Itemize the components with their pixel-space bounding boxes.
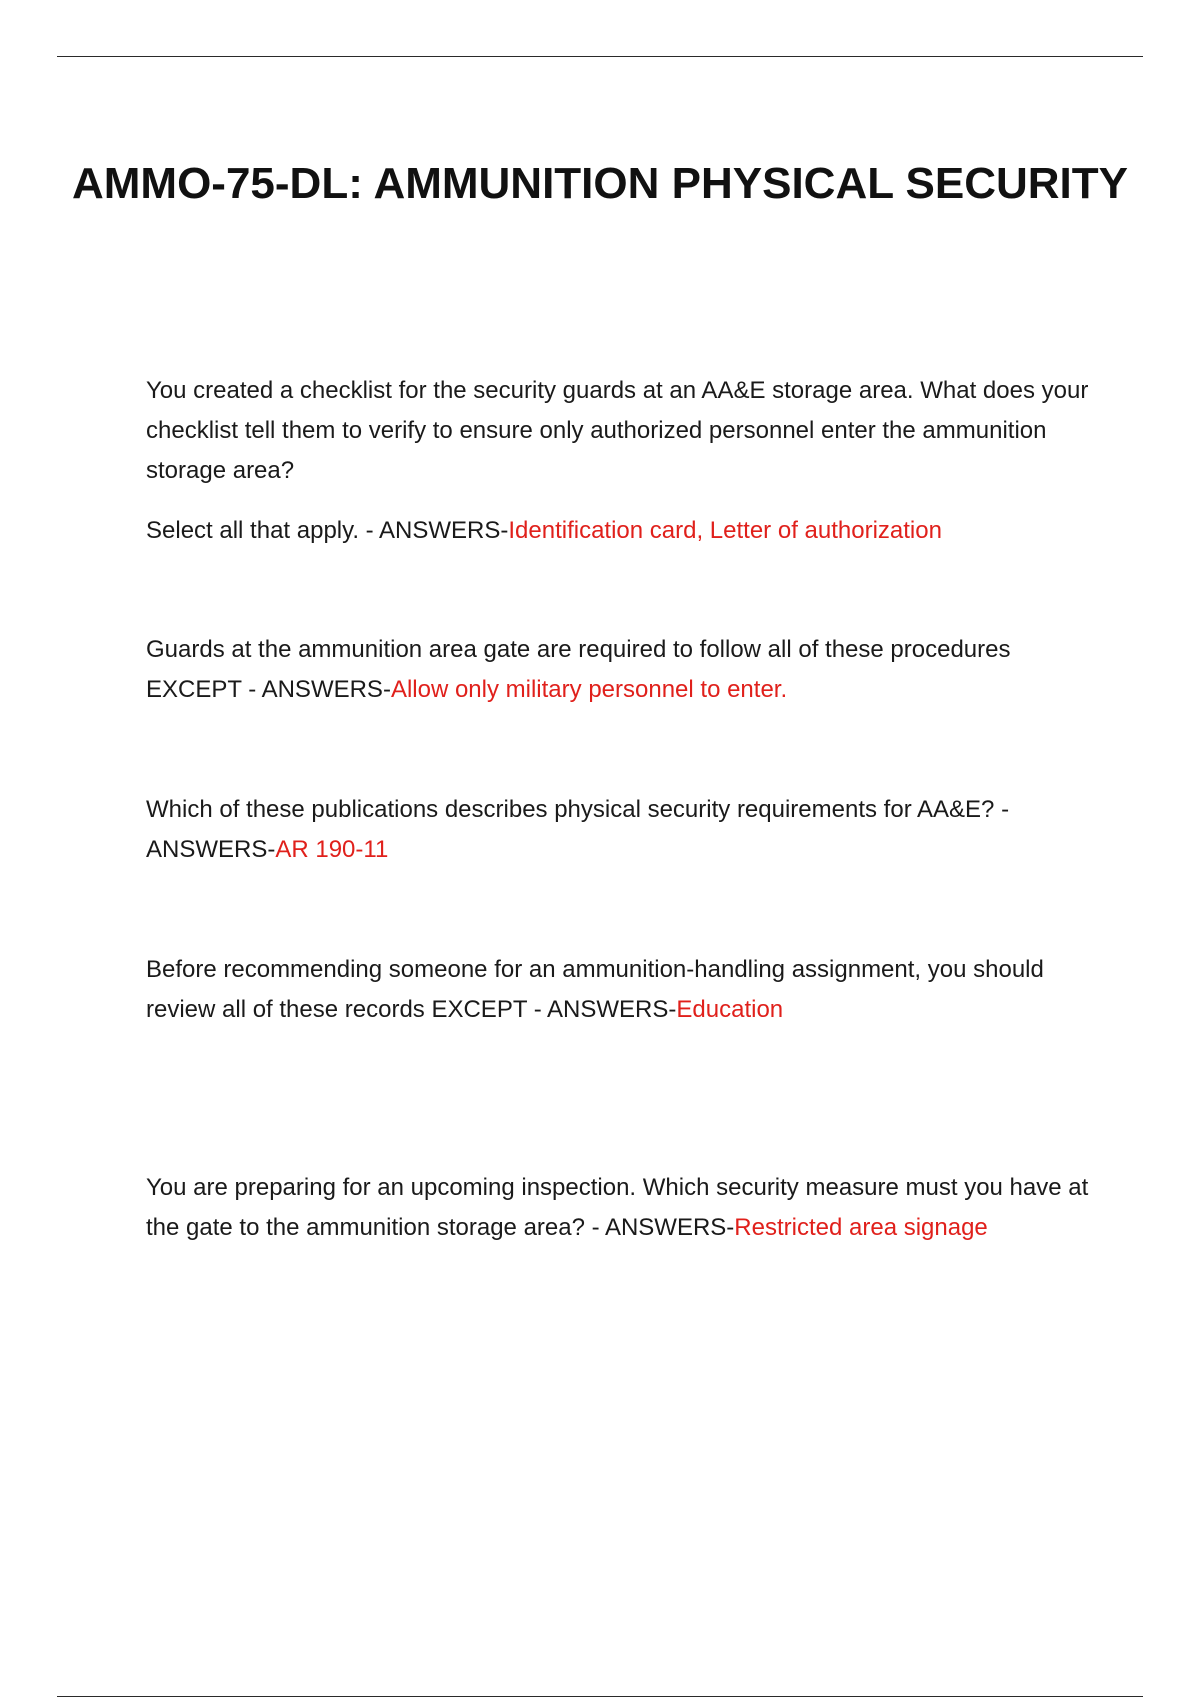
qa-item-4 xyxy=(146,950,1096,1030)
question-text: Select all that apply. - ANSWERS-Identification card, Letter of authorization xyxy=(146,517,942,544)
question-text: You created a checklist for the security guards at an AA&E storage area. What does your checklist tell them to verify to ensure only authorized personnel enter the ammunition storage area? xyxy=(146,377,1089,484)
answer-text: Restricted area signage xyxy=(734,1214,988,1241)
qa-item-2 xyxy=(146,630,1096,710)
question-text: Guards at the ammunition area gate are required to follow all of these procedures EXCEPT - ANSWERS-Allow only military personnel to enter. xyxy=(146,636,1011,703)
qa-item-5 xyxy=(146,1168,1096,1248)
top-rule xyxy=(57,56,1143,57)
bottom-rule xyxy=(57,1696,1143,1697)
document-title: AMMO-75-DL: AMMUNITION PHYSICAL SECURITY xyxy=(72,159,1128,208)
answer-text: Identification card, Letter of authorization xyxy=(508,517,942,544)
qa-item-1 xyxy=(146,371,1096,551)
question-text: You are preparing for an upcoming inspection. Which security measure must you have at the gate to the ammunition storage area? - ANSWERS-Restricted area signage xyxy=(146,1174,1089,1241)
question-text: Before recommending someone for an ammunition-handling assignment, you should review all of these records EXCEPT - ANSWERS-Education xyxy=(146,956,1044,1023)
qa-item-3 xyxy=(146,790,1096,870)
answer-text: AR 190-11 xyxy=(275,836,389,863)
answer-text: Allow only military personnel to enter. xyxy=(390,676,788,703)
question-text: Which of these publications describes physical security requirements for AA&E? - ANSWERS-AR 190-11 xyxy=(146,796,1010,863)
answer-text: Education xyxy=(676,996,784,1023)
